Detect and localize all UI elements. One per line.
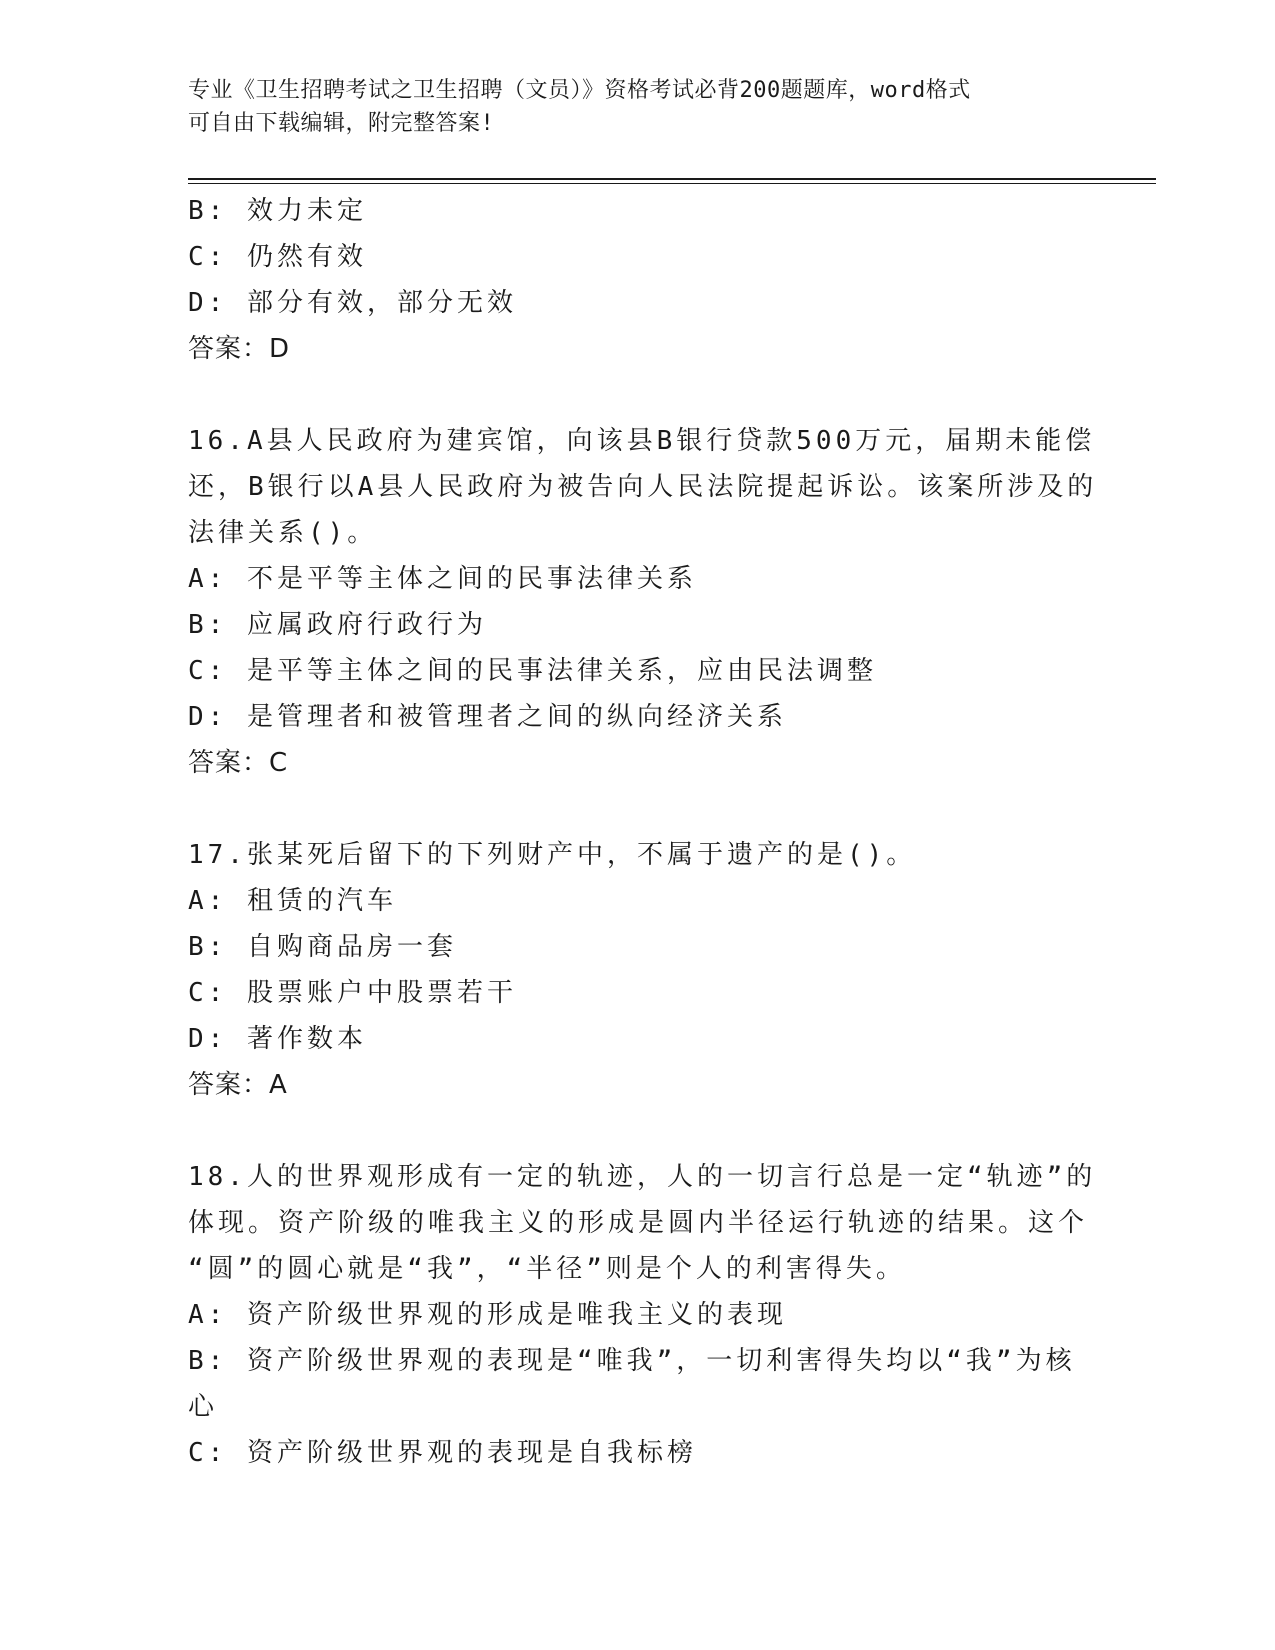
question-17 — [188, 832, 1088, 1108]
q18-stem-line-2: 体现。资产阶级的唯我主义的形成是圆内半径运行轨迹的结果。这个 — [188, 1208, 1089, 1238]
q18-option-b-line-1: B: 资产阶级世界观的表现是“唯我”，一切利害得失均以“我”为核 — [188, 1346, 1076, 1376]
header-title-line-1: 专业《卫生招聘考试之卫生招聘（文员）》资格考试必背200题题库，word格式 — [188, 78, 971, 103]
q17-option-b: B: 自购商品房一套 — [188, 932, 457, 962]
q15-answer: 答案：D — [188, 334, 291, 364]
q15-option-c: C: 仍然有效 — [188, 242, 367, 272]
question-list — [188, 188, 1098, 1476]
header-divider-thick — [188, 178, 1156, 180]
q17-answer: 答案：A — [188, 1070, 288, 1100]
spacer — [188, 1108, 1088, 1154]
q17-option-c: C: 股票账户中股票若干 — [188, 978, 517, 1008]
question-15 — [188, 188, 1088, 372]
q16-option-d: D: 是管理者和被管理者之间的纵向经济关系 — [188, 702, 787, 732]
q18-option-a: A: 资产阶级世界观的形成是唯我主义的表现 — [188, 1300, 787, 1330]
q15-option-b: B: 效力未定 — [188, 196, 367, 226]
q16-stem-line-2: 还，B银行以A县人民政府为被告向人民法院提起诉讼。该案所涉及的 — [188, 472, 1098, 502]
spacer — [188, 786, 1088, 832]
q17-option-d: D: 著作数本 — [188, 1024, 367, 1054]
q16-answer: 答案：C — [188, 748, 289, 778]
spacer — [188, 372, 1088, 418]
q15-option-d: D: 部分有效，部分无效 — [188, 288, 517, 318]
q16-stem-line-3: 法律关系()。 — [188, 518, 378, 548]
q17-stem-line-1: 17.张某死后留下的下列财产中，不属于遗产的是()。 — [188, 840, 917, 870]
q16-option-c: C: 是平等主体之间的民事法律关系，应由民法调整 — [188, 656, 877, 686]
q16-option-a: A: 不是平等主体之间的民事法律关系 — [188, 564, 697, 594]
q18-stem-line-3: “圆”的圆心就是“我”，“半径”则是个人的利害得失。 — [188, 1254, 906, 1284]
header-divider-thin — [188, 183, 1156, 184]
q17-option-a: A: 租赁的汽车 — [188, 886, 397, 916]
q18-option-b-line-2: 心 — [188, 1392, 219, 1422]
header-title-line-2: 可自由下载编辑，附完整答案! — [188, 111, 495, 136]
q18-stem-line-1: 18.人的世界观形成有一定的轨迹，人的一切言行总是一定“轨迹”的 — [188, 1162, 1097, 1192]
q18-option-c: C: 资产阶级世界观的表现是自我标榜 — [188, 1438, 697, 1468]
question-16 — [188, 418, 1098, 786]
q16-stem-line-1: 16.A县人民政府为建宾馆，向该县B银行贷款500万元，届期未能偿 — [188, 426, 1096, 456]
question-18 — [188, 1154, 1097, 1476]
document-header — [188, 74, 1088, 140]
q16-option-b: B: 应属政府行政行为 — [188, 610, 487, 640]
